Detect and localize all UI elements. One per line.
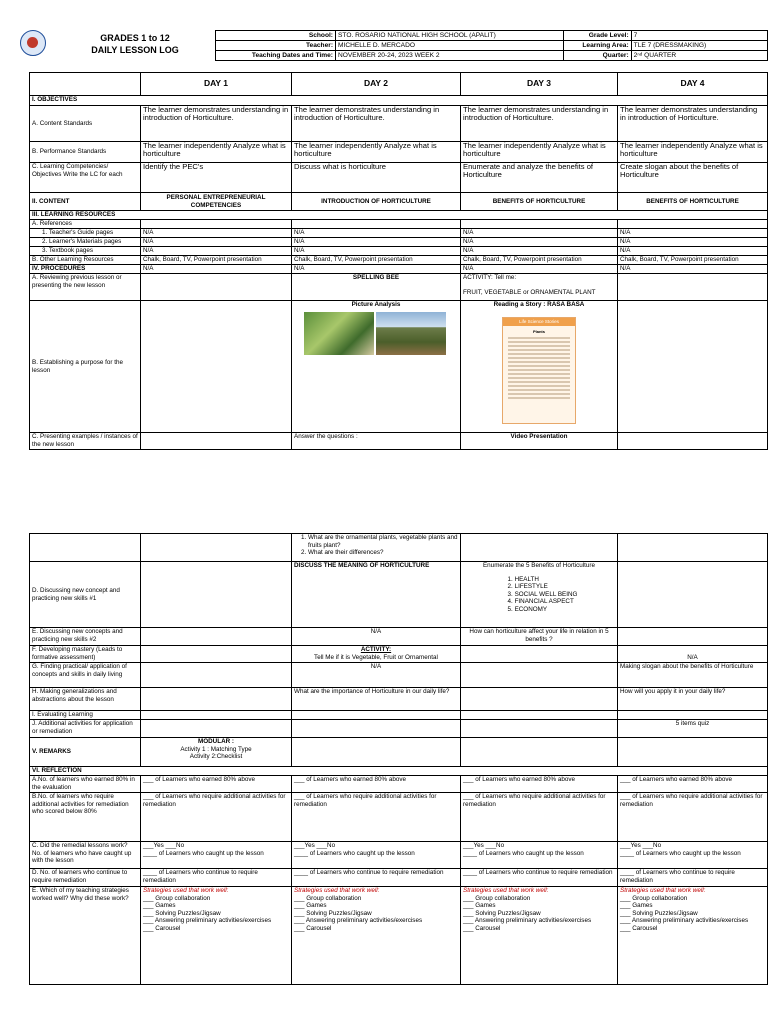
cell-text: N/A <box>461 265 618 274</box>
cell-text: N/A <box>141 229 292 238</box>
cell-text: Video Presentation <box>461 433 618 450</box>
cell-text: PERSONAL ENTREPRENEURIAL COMPETENCIES <box>141 193 292 211</box>
form-title: GRADES 1 to 12 <box>100 33 170 43</box>
cell-text: ___ Group collaboration <box>620 894 688 902</box>
cell-text: Plants <box>532 328 545 334</box>
cell-text: Learning Area: <box>564 41 632 51</box>
cell-text: ___ Carousel <box>463 924 501 932</box>
cell-text: Strategies used that work well: <box>620 887 706 894</box>
table-cell <box>141 720 292 738</box>
cell-text: Activity 1 : Matching Type <box>180 745 252 753</box>
cell-text: N/A <box>141 247 292 256</box>
cell-text: ___ Games <box>620 902 653 910</box>
cell-text: A.No. of learners who earned 80% in the evaluation <box>30 776 141 793</box>
cell-text: 1. Teacher's Guide pages <box>30 229 141 238</box>
cell-text: 1. What are the ornamental plants, vegetable plants and fruits plant? <box>308 534 458 549</box>
cell-text: C. Did the remedial lessons work? No. of learners who have caught up with the lesson <box>30 842 141 869</box>
cell-text: F. Developing mastery (Leads to formative assessment) <box>30 646 141 663</box>
day-header: DAY 1 <box>141 73 292 96</box>
cell-text: ___ Answering preliminary activities/exercises <box>463 917 592 925</box>
cell-text: ____ of Learners who caught up the lesson <box>294 849 415 857</box>
cell-text: ___Yes ___No <box>620 842 662 849</box>
table-cell <box>618 220 768 229</box>
header-info-table <box>215 30 768 61</box>
cell-text: J. Additional activities for application or remediation <box>30 720 141 738</box>
table-cell <box>141 842 292 869</box>
picture-farmer-image <box>304 312 374 355</box>
cell-text: Chalk, Board, TV, Powerpoint presentation <box>292 256 461 265</box>
cell-text: N/A <box>618 229 768 238</box>
cell-text: ___ of Learners who require additional activities for remediation <box>461 793 618 842</box>
cell-text: The learner independently Analyze what is horticulture <box>141 142 292 163</box>
cell-text: Quarter: <box>564 51 632 61</box>
table-cell <box>618 842 768 869</box>
table-cell <box>461 738 618 767</box>
cell-text: ___ Solving Puzzles/Jigsaw <box>294 909 372 917</box>
quarter-value: 2ⁿᵈ QUARTER <box>631 51 767 61</box>
cell-text: N/A <box>461 238 618 247</box>
cell-text: D. No. of learners who continue to require remediation <box>30 869 141 887</box>
table-cell <box>461 688 618 711</box>
table-cell <box>461 711 618 720</box>
cell-text: Teaching Dates and Time: <box>216 51 336 61</box>
table-cell <box>461 887 618 985</box>
cell-text: MODULAR : <box>197 738 235 745</box>
day-header: DAY 4 <box>618 73 768 96</box>
cell-text: III. LEARNING RESOURCES <box>30 211 768 220</box>
grade-value: 7 <box>631 31 767 41</box>
school-value: STO. ROSARIO NATIONAL HIGH SCHOOL (APALIT) <box>336 31 564 41</box>
cell-text: ___ Games <box>463 902 496 910</box>
cell-text: Chalk, Board, TV, Powerpoint presentation <box>141 256 292 265</box>
cell-text: What are the importance of Horticulture in our daily life? <box>292 688 461 711</box>
cell-text: ___ Carousel <box>143 924 181 932</box>
table-cell <box>141 433 292 450</box>
cell-text: A. Content Standards <box>30 106 141 142</box>
table-cell <box>141 274 292 301</box>
table-cell <box>141 562 292 628</box>
table-cell <box>292 534 461 562</box>
cell-text: The learner demonstrates understanding in introduction of Horticulture. <box>292 106 461 142</box>
table-cell <box>461 220 618 229</box>
cell-text: Reading a Story : RASA BASA <box>493 301 585 308</box>
cell-text: ___ of Learners who require additional activities for remediation <box>141 793 292 842</box>
cell-text: ACTIVITY: <box>360 646 392 653</box>
cell-text: Teacher: <box>216 41 336 51</box>
section-objectives: I. OBJECTIVES <box>30 96 768 106</box>
table-cell <box>141 663 292 688</box>
table-cell <box>141 646 292 663</box>
cell-text: INTRODUCTION OF HORTICULTURE <box>292 193 461 211</box>
cell-text: ___ of Learners who earned 80% above <box>292 776 461 793</box>
cell-text: BENEFITS OF HORTICULTURE <box>618 193 768 211</box>
table-cell <box>141 220 292 229</box>
cell-text: ____ of Learners who caught up the lesson <box>620 849 741 857</box>
cell-text: Strategies used that work well: <box>463 887 549 894</box>
cell-text: 1. HEALTH <box>515 576 578 584</box>
cell-text: N/A <box>618 238 768 247</box>
table-cell <box>292 220 461 229</box>
cell-text: I. Evaluating Learning <box>30 711 141 720</box>
story-image <box>502 317 576 424</box>
table-cell <box>461 562 618 628</box>
cell-text: Strategies used that work well: <box>143 887 229 894</box>
cell-text: The learner demonstrates understanding in introduction of Horticulture. <box>461 106 618 142</box>
cell-text: ___Yes ___No <box>294 842 336 849</box>
table-cell <box>618 887 768 985</box>
cell-text: Picture Analysis <box>351 301 401 308</box>
cell-text: H. Making generalizations and abstractions about the lesson <box>30 688 141 711</box>
table-cell <box>461 842 618 869</box>
table-cell <box>618 738 768 767</box>
cell-text: The learner demonstrates understanding in introduction of Horticulture. <box>141 106 292 142</box>
table-cell <box>461 646 618 663</box>
cell-text: Answer the questions : <box>292 433 461 450</box>
table-cell <box>292 738 461 767</box>
cell-text: 3. SOCIAL WELL BEING <box>515 591 578 599</box>
table-cell <box>141 738 292 767</box>
table-cell <box>461 274 618 301</box>
cell-text: ___ Solving Puzzles/Jigsaw <box>620 909 698 917</box>
cell-text: Life Science Stories <box>503 318 575 326</box>
cell-text: II. CONTENT <box>30 193 141 211</box>
day-header: DAY 2 <box>292 73 461 96</box>
cell-text: Chalk, Board, TV, Powerpoint presentation <box>618 256 768 265</box>
cell-text: ___ Carousel <box>620 924 658 932</box>
cell-text: ___ of Learners who earned 80% above <box>461 776 618 793</box>
cell-text: ___Yes ___No <box>143 842 185 849</box>
table-cell <box>618 301 768 433</box>
table-cell <box>292 301 461 433</box>
lesson-log-table-page1 <box>29 72 768 450</box>
cell-text: School: <box>216 31 336 41</box>
lesson-log-table-page2 <box>29 533 768 985</box>
cell-text: N/A <box>618 646 768 663</box>
table-cell <box>461 663 618 688</box>
table-cell <box>618 433 768 450</box>
cell-text: ___Yes ___No <box>463 842 505 849</box>
table-cell <box>461 534 618 562</box>
cell-text: 3. Textbook pages <box>30 247 141 256</box>
cell-text: ___ Answering preliminary activities/exercises <box>620 917 749 925</box>
cell-text: E. Discussing new concepts and practicing new skills #2 <box>30 628 141 646</box>
cell-text: The learner independently Analyze what is horticulture <box>292 142 461 163</box>
cell-text: ACTIVITY: Tell me: <box>463 274 517 281</box>
cell-text: The learner demonstrates understanding in introduction of Horticulture. <box>618 106 768 142</box>
cell-text: A. Reviewing previous lesson or presenting the new lesson <box>30 274 141 301</box>
cell-text: The learner independently Analyze what is horticulture <box>461 142 618 163</box>
cell-text: ___ Group collaboration <box>294 894 362 902</box>
table-cell <box>618 628 768 646</box>
cell-text: ___ Answering preliminary activities/exercises <box>143 917 272 925</box>
header <box>20 30 768 63</box>
deped-seal-icon <box>20 30 46 56</box>
table-cell <box>141 628 292 646</box>
table-cell <box>141 301 292 433</box>
cell-text: ___ Carousel <box>294 924 332 932</box>
cell-text: N/A <box>618 247 768 256</box>
cell-text: G. Finding practical/ application of concepts and skills in daily living <box>30 663 141 688</box>
table-cell <box>461 720 618 738</box>
table-cell <box>292 842 461 869</box>
cell-text: Strategies used that work well: <box>294 887 380 894</box>
cell-text: ___ Answering preliminary activities/exercises <box>294 917 423 925</box>
cell-text: ____ of Learners who continue to require remediation <box>461 869 618 887</box>
cell-text: ___ of Learners who require additional activities for remediation <box>292 793 461 842</box>
cell-text: N/A <box>461 229 618 238</box>
cell-text: 2. Learner's Materials pages <box>30 238 141 247</box>
cell-text: VI. REFLECTION <box>30 767 768 776</box>
cell-text: ____ of Learners who continue to require remediation <box>292 869 461 887</box>
cell-text: N/A <box>618 265 768 274</box>
cell-text: ___ Solving Puzzles/Jigsaw <box>463 909 541 917</box>
form-subtitle: DAILY LESSON LOG <box>91 45 179 55</box>
cell-text: N/A <box>292 247 461 256</box>
cell-text: N/A <box>292 229 461 238</box>
cell-text: ____ of Learners who caught up the lesson <box>143 849 264 857</box>
cell-text: The learner independently Analyze what is horticulture <box>618 142 768 163</box>
cell-text: D. Discussing new concept and practicing new skills #1 <box>30 562 141 628</box>
cell-text: Enumerate and analyze the benefits of Horticulture <box>461 163 618 193</box>
cell-text: C. Learning Competencies/ Objectives Write the LC for each <box>30 163 141 193</box>
dates-value: NOVEMBER 20-24, 2023 WEEK 2 <box>336 51 564 61</box>
cell-text: B.No. of learners who require additional activities for remediation who scored below 80% <box>30 793 141 842</box>
table-cell <box>618 562 768 628</box>
cell-text: ___ of Learners who earned 80% above <box>618 776 768 793</box>
cell-text: E. Which of my teaching strategies worked well? Why did these work? <box>30 887 141 985</box>
cell-text: ___ Solving Puzzles/Jigsaw <box>143 909 221 917</box>
cell-text: Enumerate the 5 Benefits of Horticulture <box>482 562 595 569</box>
cell-text: N/A <box>292 238 461 247</box>
cell-text: 2. What are their differences? <box>308 549 458 557</box>
cell-text: N/A <box>461 247 618 256</box>
day-header: DAY 3 <box>461 73 618 96</box>
table-cell <box>292 646 461 663</box>
cell-text: B. Other Learning Resources <box>30 256 141 265</box>
cell-text: N/A <box>292 628 461 646</box>
cell-text: N/A <box>141 265 292 274</box>
cell-text: How will you apply it in your daily life? <box>618 688 768 711</box>
cell-text: ___ Group collaboration <box>463 894 531 902</box>
table-cell <box>292 720 461 738</box>
cell-text: IV. PROCEDURES <box>30 265 141 274</box>
cell-text: Making slogan about the benefits of Horticulture <box>618 663 768 688</box>
cell-text: Tell Me if it is Vegetable, Fruit or Ornamental <box>314 653 438 661</box>
cell-text: ____ of Learners who continue to require remediation <box>141 869 292 887</box>
cell-text: 5 items quiz <box>618 720 768 738</box>
picture-field-image <box>376 312 446 355</box>
cell-text: SPELLING BEE <box>292 274 461 301</box>
cell-text: N/A <box>292 663 461 688</box>
table-cell <box>618 274 768 301</box>
table-cell <box>141 711 292 720</box>
cell-text: ____ of Learners who caught up the lesson <box>463 849 584 857</box>
cell-text: DISCUSS THE MEANING OF HORTICULTURE <box>292 562 461 628</box>
cell-text: 2. LIFESTYLE <box>515 583 578 591</box>
cell-text: A. References <box>30 220 141 229</box>
cell-text: B. Performance Standards <box>30 142 141 163</box>
table-cell <box>292 711 461 720</box>
cell-text: B. Establishing a purpose for the lesson <box>30 301 141 433</box>
table-cell <box>618 711 768 720</box>
cell-text: ___ Group collaboration <box>143 894 211 902</box>
cell-text: 4. FINANCIAL ASPECT <box>515 598 578 606</box>
cell-text: FRUIT, VEGETABLE or ORNAMENTAL PLANT <box>463 288 596 296</box>
area-value: TLE 7 (DRESSMAKING) <box>631 41 767 51</box>
table-cell <box>30 73 141 96</box>
cell-text: How can horticulture affect your life in relation in 5 benefits ? <box>461 628 618 646</box>
cell-text: C. Presenting examples / instances of the new lesson <box>30 433 141 450</box>
cell-text: ___ of Learners who earned 80% above <box>141 776 292 793</box>
table-cell <box>141 887 292 985</box>
cell-text: N/A <box>292 265 461 274</box>
cell-text: BENEFITS OF HORTICULTURE <box>461 193 618 211</box>
table-cell <box>30 534 141 562</box>
cell-text: Chalk, Board, TV, Powerpoint presentation <box>461 256 618 265</box>
cell-text: Create slogan about the benefits of Horticulture <box>618 163 768 193</box>
cell-text: Activity 2:Checklist <box>189 753 243 761</box>
cell-text: ___ Games <box>294 902 327 910</box>
cell-text: ___ of Learners who require additional activities for remediation <box>618 793 768 842</box>
teacher-value: MICHELLE D. MERCADO <box>336 41 564 51</box>
table-cell <box>618 534 768 562</box>
cell-text: N/A <box>141 238 292 247</box>
table-cell <box>141 534 292 562</box>
cell-text: 5. ECONOMY <box>515 606 578 614</box>
cell-text: ___ Games <box>143 902 176 910</box>
cell-text: ____ of Learners who continue to require remediation <box>618 869 768 887</box>
table-cell <box>141 688 292 711</box>
cell-text: V. REMARKS <box>30 738 141 767</box>
table-cell <box>461 301 618 433</box>
cell-text: Identify the PEC's <box>141 163 292 193</box>
table-cell <box>292 887 461 985</box>
cell-text: Grade Level: <box>564 31 632 41</box>
cell-text: Discuss what is horticulture <box>292 163 461 193</box>
